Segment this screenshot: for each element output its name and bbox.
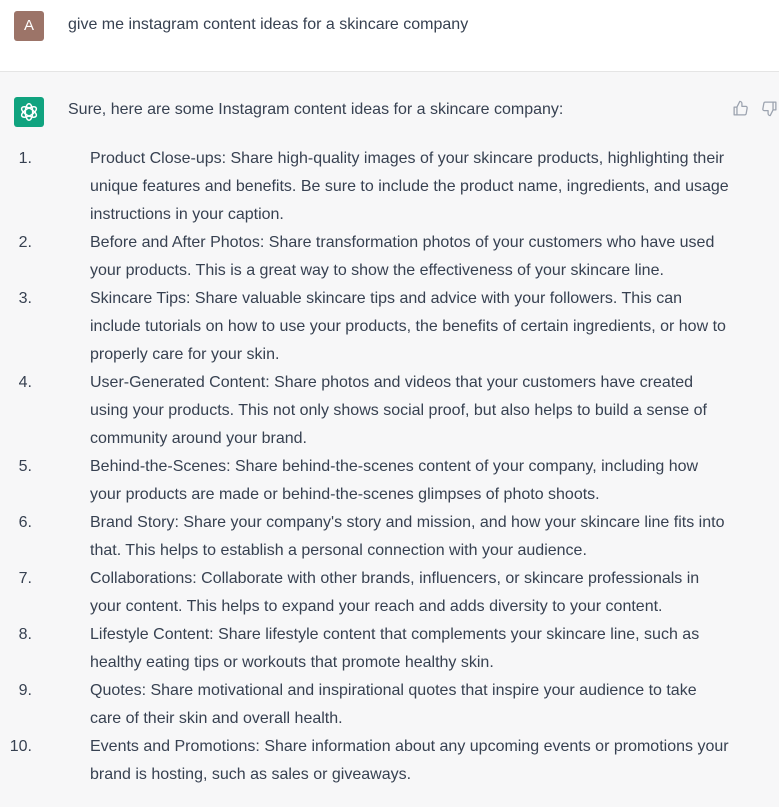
list-item-number: 9. [18, 682, 32, 699]
list-item-text: Lifestyle Content: Share lifestyle content that complements your skincare line, such as healthy eating tips or workouts that promote healthy skin. [90, 626, 700, 671]
list-item-number: 10. [9, 738, 32, 755]
list-item-text: Quotes: Share motivational and inspirational quotes that inspire your audience to take care of their skin and overall health. [90, 682, 697, 727]
list-item [0, 145, 730, 229]
list-item [0, 285, 730, 369]
list-item [0, 565, 730, 621]
list-item-number: 7. [18, 570, 32, 587]
list-item [0, 621, 730, 677]
assistant-intro-text: Sure, here are some Instagram content ideas for a skincare company: [68, 101, 564, 118]
list-item-text: Events and Promotions: Share information about any upcoming events or promotions your brand is hosting, such as sales or giveaways. [90, 738, 729, 783]
list-item [0, 733, 730, 789]
list-item-text: Brand Story: Share your company's story and mission, and how your skincare line fits into that. This helps to establish a personal connection with your audience. [90, 514, 725, 559]
list-item [0, 509, 730, 565]
list-item [0, 229, 730, 285]
chatgpt-logo-icon [14, 97, 44, 127]
list-item-text: Behind-the-Scenes: Share behind-the-scenes content of your company, including how your products are made or behind-the-scenes glimpses of photo shoots. [90, 458, 699, 503]
list-item [0, 677, 730, 733]
assistant-message-row [0, 73, 779, 807]
user-message-row [0, 0, 779, 72]
list-item-number: 4. [18, 374, 32, 391]
thumbs-down-icon[interactable] [761, 100, 778, 117]
content-ideas-list [0, 145, 779, 789]
list-item-number: 8. [18, 626, 32, 643]
list-item-number: 6. [18, 514, 32, 531]
thumbs-up-icon[interactable] [732, 100, 749, 117]
list-item-number: 2. [18, 234, 32, 251]
list-item-number: 3. [18, 290, 32, 307]
user-message-text: give me instagram content ideas for a skincare company [68, 16, 469, 33]
list-item [0, 369, 730, 453]
list-item-text: Product Close-ups: Share high-quality images of your skincare products, highlighting their unique features and benefits. Be sure to include the product name, ingredients, and usage instructions in your caption. [90, 150, 729, 223]
list-item-text: Before and After Photos: Share transformation photos of your customers who have used your products. This is a great way to show the effectiveness of your skincare line. [90, 234, 715, 279]
list-item-number: 5. [18, 458, 32, 475]
feedback-buttons [732, 100, 778, 117]
user-avatar: A [14, 11, 44, 41]
list-item-number: 1. [18, 150, 32, 167]
list-item-text: User-Generated Content: Share photos and videos that your customers have created using your products. This not only shows social proof, but also helps to build a sense of community around your brand. [90, 374, 707, 447]
list-item-text: Collaborations: Collaborate with other brands, influencers, or skincare professionals in your content. This helps to expand your reach and adds diversity to your content. [90, 570, 700, 615]
list-item-text: Skincare Tips: Share valuable skincare tips and advice with your followers. This can include tutorials on how to use your products, the benefits of certain ingredients, or how to properly care for your skin. [90, 290, 726, 363]
list-item [0, 453, 730, 509]
